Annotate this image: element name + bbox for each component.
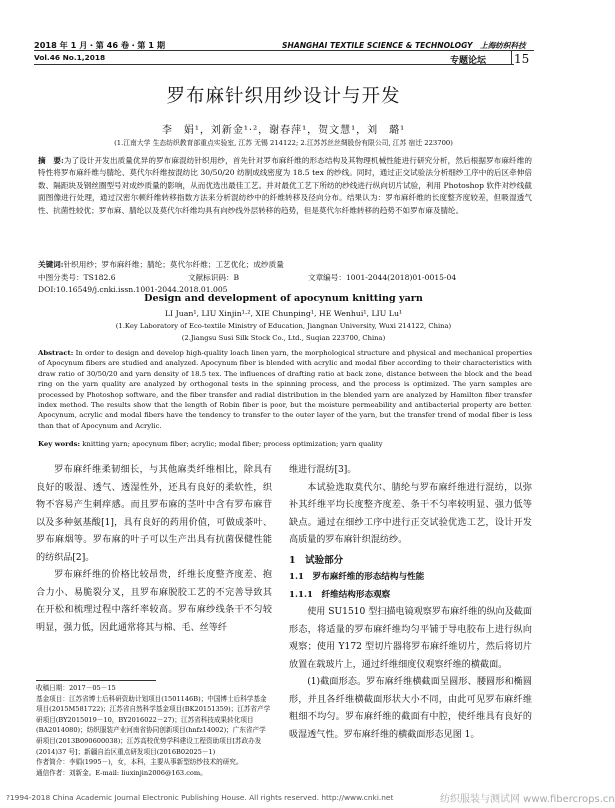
header-rule bbox=[34, 50, 534, 51]
page-number-divider bbox=[511, 50, 512, 64]
body-paragraph: 罗布麻纤维的价格比较昂贵，纤维长度整齐度差、抱合力小、易脆裂分叉，且罗布麻脱胶工艺的不完善导致其在开松和梳理过程中落纤率较高。罗布麻纱线条干不匀较明显，强力低，因此通常将其与棉、毛、丝等纤 bbox=[36, 570, 272, 633]
keywords-cn-label: 关键词: bbox=[38, 260, 64, 269]
section-heading-1: 1 试验部分 bbox=[289, 554, 344, 566]
abstract-cn bbox=[38, 155, 532, 217]
title-cn: 罗布麻针织用纱设计与开发 bbox=[166, 86, 401, 107]
footnote-rule bbox=[36, 680, 156, 681]
header-rule-lower bbox=[34, 64, 514, 65]
subsection-heading-1-1-1: 1.1.1 纤维结构形态观察 bbox=[289, 589, 391, 600]
journal-en: SHANGHAI TEXTILE SCIENCE & TECHNOLOGY bbox=[282, 41, 473, 50]
affiliation-en-2: (2.Jiangsu Susi Silk Stock Co., Ltd., Suqian 223700, China) bbox=[181, 334, 386, 342]
body-paragraph: (1)截面形态。罗布麻纤维横截面呈圆形、腰圆形和椭圆形，并且各纤维横截面形状大小不同，由此可见罗布麻纤维粗细不均匀。罗布麻纤维的截面有中腔，使纤维具有良好的吸湿透气性。罗布麻纤维的横截面形态见图 1。 bbox=[289, 677, 532, 740]
footnote bbox=[36, 683, 272, 778]
body-right-column bbox=[289, 462, 532, 744]
clc-number: 中图分类号：TS182.6 bbox=[38, 273, 116, 282]
body-paragraph: 罗布麻纤维柔韧细长，与其他麻类纤维相比，除具有良好的吸湿、透气、透湿性外，还具有良好的柔软性，织物不容易产生刺痒感。而且罗布麻的茎叶中含有罗布麻苷以及多种氨基酸[1]，具有良好的药用价值，可做成茶叶、罗布麻烟等。罗布麻的叶子可以生产出具有抗菌保健性能的纺织品[2]。 bbox=[36, 465, 272, 563]
abstract-en bbox=[38, 348, 532, 431]
footnote-corresponding: 通信作者：刘新金。E-mail: liuxinjin2006@163.com。 bbox=[36, 768, 207, 777]
body-continuation: 维进行混纺[3]。 bbox=[289, 465, 357, 475]
section-label: 专题论坛 bbox=[450, 56, 487, 66]
subsection-heading-1-1: 1.1 罗布麻纤维的形态结构与性能 bbox=[289, 572, 425, 582]
keywords-cn-text: 针织用纱；罗布麻纤维；腈纶；莫代尔纤维；工艺优化；成纱质量 bbox=[63, 260, 284, 269]
journal-cn: 上海纺织科技 bbox=[480, 41, 526, 50]
doi: DOI:10.16549/j.cnki.issn.1001-2044.2018.01.005 bbox=[38, 285, 228, 294]
footnote-received: 收稿日期：2017－05－15 bbox=[36, 684, 116, 692]
abstract-en-label: Abstract: bbox=[38, 349, 74, 357]
footnote-funding: 基金项目：江苏省博士后科研资助计划项目(1501146B)；中国博士后科学基金项目(2015M581722)；江苏省自然科学基金项目(BK20151359)；江苏省产学研项目(BY2015019－10，BY2016022－27)；江苏省科技成果转化项目(BA2014080)；纺织服装产业河南省协同创新项目(hnfz14002)；广东省产学研项目(2013B090600038)；江苏高校优势学科建设工程资助项目[苏政办发(2014)37 号]；新疆自治区重点研发项目(2016B02025－1) bbox=[36, 694, 271, 756]
title-en: Design and development of apocynum knitting yarn bbox=[144, 293, 423, 304]
classification-row bbox=[38, 272, 532, 283]
article-number: 文章编号：1001-2044(2018)01-0015-04 bbox=[308, 273, 457, 282]
body-left-column bbox=[36, 462, 272, 637]
issue-cn: 2018 年 1 月・第 46 卷・第 1 期 bbox=[34, 40, 166, 50]
authors-cn: 李 娟¹，刘新金¹·²，谢春萍¹，贺文慧¹，刘 璐¹ bbox=[161, 125, 406, 136]
abstract-cn-text: 为了设计开发出质量优异的罗布麻混纺针织用纱，首先针对罗布麻纤维的形态结构及其物理机械性能进行研究分析，然后根据罗布麻纤维的特性将罗布麻纤维与腈纶、莫代尔纤维按混纺比 30/50/20 纺制成线密度为 18.5 tex 的纱线。同时，通过正交试验法分析细纱工序中的后区牵伸倍数、隔距块及钢丝圈型号对成纱质量的影响，从而优选出最佳工艺。并对最优工艺下所纺的纱线进行纵向切片试验，利用 Photoshop 软件对纱线截面图像进行处理，通过汉密尔顿纤维转移指数方法来分析混纺纱中的纤维转移及径向分布。结果认为：罗布麻纤维的长度整齐度较差，但吸湿透气性、抗菌性较优；罗布麻、腈纶以及莫代尔纤维均具有向纱线外层转移的趋势，但是莫代尔纤维转移的趋势不如罗布麻及腈纶。 bbox=[38, 156, 532, 215]
keywords-en-text: knitting yarn; apocynum fiber; acrylic; modal fiber; process optimization; yarn quality bbox=[82, 440, 383, 448]
abstract-cn-label: 摘 要: bbox=[38, 156, 64, 165]
copyright-line: ?1994-2018 China Academic Journal Electronic Publishing House. All rights reserved. http://www.cnki.net bbox=[6, 793, 394, 802]
page-number: 15 bbox=[514, 52, 530, 66]
authors-en: LI Juan¹, LIU Xinjin¹·², XIE Chunping¹, HE Wenhui¹, LIU Lu¹ bbox=[164, 309, 403, 318]
keywords-cn bbox=[38, 259, 532, 270]
issue-en: Vol.46 No.1,2018 bbox=[34, 53, 106, 62]
keywords-en bbox=[38, 440, 532, 448]
doc-code: 文献标识码：B bbox=[188, 273, 240, 282]
footnote-author: 作者简介：李娟(1995－)，女，本科，主要从事新型纺纱技术的研究。 bbox=[36, 758, 243, 767]
keywords-en-label: Key words: bbox=[38, 440, 81, 448]
body-paragraph: 本试验选取莫代尔、腈纶与罗布麻纤维进行混纺，以弥补其纤维平均长度整齐度差、条干不匀率较明显、强力低等缺点。通过在细纱工序中进行正交试验优选工艺，设计开发高质量的罗布麻针织混纺纱。 bbox=[289, 482, 532, 545]
watermark: 纺织服装与测试网 www.fibercrops.cn bbox=[440, 794, 615, 805]
affiliation-cn: (1.江南大学 生态纺织教育部重点实验室, 江苏 无锡 214122; 2.江苏苏丝丝绸股份有限公司, 江苏 宿迁 223700) bbox=[114, 139, 453, 147]
abstract-en-text: In order to design and develop high-quality loach linen yarn, the morphological structure and physical and mechanical properties of Apocynum fibers are studied and analyzed. Apocynum fiber is blended with acrylic and modal fiber according to their characteristics with draw ratio of 30/50/20 and yarn density of 18.5 tex. The influences of drafting ratio at back zone, distance between the block and the bead ring on the yarn quality are analyzed by orthogonal tests in the spinning process, and the process is optimized. The yarn samples are processed by Photoshop software, and the fiber transfer and radial distribution in the blended yarn are analyzed by Hamilton fiber transfer index method. The results show that the length of Robin fiber is poor, but the moisture permeability and antibacterial property are better. Apocynum, acrylic and modal fibers have the tendency to transfer to the outer layer of the yarn, but the transfer trend of modal fiber is less than that of Apocynum and Acrylic. bbox=[38, 349, 532, 430]
body-paragraph: 使用 SU1510 型扫描电镜观察罗布麻纤维的纵向及截面形态，将适量的罗布麻纤维均匀平铺于导电胶布上进行纵向观察；使用 Y172 型切片器将罗布麻纤维切片，然后将切片放置在载玻片上，通过纤维细度仪观察纤维的横截面。 bbox=[289, 607, 532, 670]
affiliation-en-1: (1.Key Laboratory of Eco-textile Ministry of Education, Jiangnan University, Wuxi 214122, China) bbox=[115, 322, 452, 330]
